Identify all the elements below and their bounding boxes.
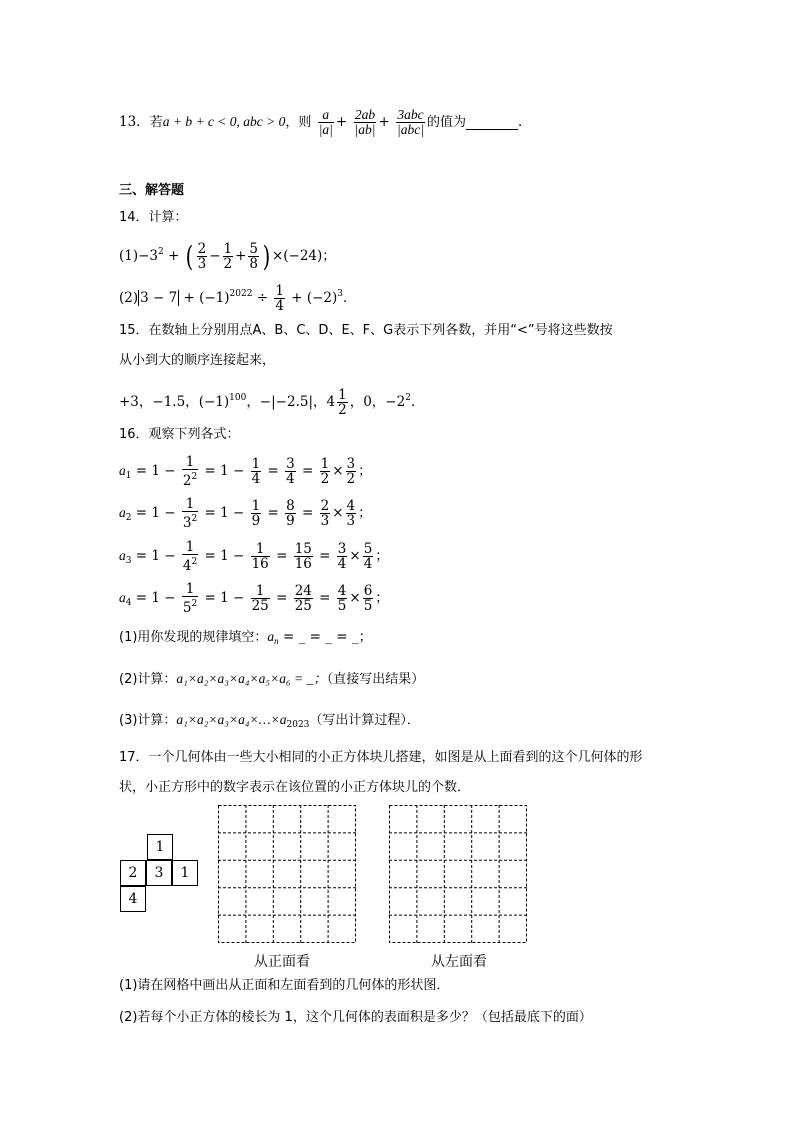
q15-line2: 从小到大的顺序连接起来， <box>119 353 276 368</box>
var-a: a <box>119 548 126 563</box>
caption-front-view: 从正面看 <box>254 954 310 970</box>
q16-p2-note: （直接写出结果） <box>326 672 425 687</box>
q13-condition: a + b + c < 0, abc > 0 <box>162 114 286 129</box>
subscript: 2 <box>125 513 132 523</box>
q16-formula-row: $a_4 = 1$ − $\frac{1}{5^2}$ = 1 − $\frac{1}{25}$ = $\frac{24}{25}$ = $\frac{4}{5}$ × $\frac{6}{5}$ ； <box>119 581 389 616</box>
q16-p2-expr: a₁×a₂×a₃×a₄×a₅×a₆ = _； <box>176 671 327 686</box>
q14-p1-tail: ×(−24)； <box>271 248 336 264</box>
minus-sign: − <box>209 248 221 264</box>
subscript: 1 <box>125 471 132 481</box>
fraction: $\frac{1}{5^2}$ <box>182 581 198 616</box>
q13-fraction-2: $\frac{2ab}{|ab|}$ <box>354 107 376 137</box>
fraction: $\frac{4}{3}$ <box>346 498 356 529</box>
exponent: 3 <box>337 289 344 299</box>
q13-number: 13． <box>119 114 150 130</box>
fraction: $\frac{1}{4^2}$ <box>182 539 198 574</box>
section-title: 三、解答题 <box>119 183 185 198</box>
q13-lead: 若 <box>149 115 163 130</box>
fraction: $\frac{1}{2}$ <box>223 241 233 272</box>
q16-p1-expr: a <box>267 629 275 644</box>
caption-left-view: 从左面看 <box>431 954 487 970</box>
q16-label: 16．观察下列各式： <box>119 427 240 442</box>
q13-line <box>119 108 531 137</box>
q16-part3 <box>119 710 420 735</box>
fraction: $\frac{1}{25}$ <box>251 583 269 614</box>
q15-n1: +3，−1.5， <box>119 394 199 410</box>
q13-then: ，则 <box>285 115 312 130</box>
q14-label: 14．计算： <box>119 210 188 225</box>
subscript: 4 <box>125 598 132 608</box>
top-view-cell: 2 <box>120 860 146 886</box>
top-view-cell: 3 <box>146 860 172 886</box>
q15-n3: ，−|−2.5|， <box>246 394 327 410</box>
var-a: a <box>119 505 126 520</box>
q16-part1 <box>119 627 372 651</box>
q16-p3-note: （写出计算过程）． <box>309 713 420 728</box>
answer-blank[interactable] <box>466 115 518 130</box>
var-a: a <box>119 463 126 478</box>
fraction: $\frac{1}{9}$ <box>251 498 261 529</box>
fraction: $\frac{5}{8}$ <box>249 241 259 272</box>
plus-sign: + <box>335 114 348 130</box>
q14-part1 <box>119 239 336 273</box>
fraction: $\frac{1}{3^2}$ <box>182 496 198 531</box>
mixed-number-whole: 4 <box>326 394 336 410</box>
subscript: 2023 <box>286 720 310 730</box>
q16-p1-tail: = _ = _ = _； <box>278 629 373 645</box>
q16-p3-text: (3)计算： <box>119 713 177 728</box>
subscript: 3 <box>125 556 132 566</box>
q13-tail: 的值为 <box>426 115 466 130</box>
q15-n2: (−1) <box>198 394 230 410</box>
exponent: 2 <box>405 393 411 403</box>
q16-formula-row: $a_3 = 1$ − $\frac{1}{4^2}$ = 1 − $\frac{1}{16}$ = $\frac{15}{16}$ = $\frac{3}{4}$ × $\frac{5}{4}$ ； <box>119 539 389 574</box>
left-view-grid[interactable] <box>389 805 527 943</box>
plus-sign: + <box>235 248 247 264</box>
plus-sign: + <box>378 114 390 130</box>
q13-fraction-1: $\frac{a}{|a|}$ <box>318 107 333 137</box>
fraction: $\frac{2}{3}$ <box>320 498 330 529</box>
fraction: $\frac{3}{2}$ <box>346 456 356 487</box>
q16-part2 <box>119 669 424 690</box>
q15-end: ． <box>410 394 425 410</box>
exponent: 2 <box>158 247 164 257</box>
right-paren: ) <box>262 239 271 273</box>
fraction: $\frac{3}{4}$ <box>337 541 347 572</box>
q17-line2: 状，小正方形中的数字表示在该位置的小正方体块儿的个数． <box>119 780 471 795</box>
fraction: $\frac{15}{16}$ <box>294 541 312 572</box>
top-view-cell: 1 <box>147 834 173 860</box>
front-view-grid[interactable] <box>218 805 356 943</box>
q16-formula-row: $a_2 = 1$ − $\frac{1}{3^2}$ = 1 − $\frac{1}{9}$ = $\frac{8}{9}$ = $\frac{2}{3}$ × $\frac{4}{3}$ ； <box>119 496 372 531</box>
absolute-value: 3 − 7 <box>140 290 178 306</box>
q15-line1: 15．在数轴上分别用点A、B、C、D、E、F、G表示下列各数，并用“<”号将这些数按 <box>119 323 613 338</box>
fraction: $\frac{2}{3}$ <box>197 241 207 272</box>
fraction: $\frac{1}{2}$ <box>320 456 330 487</box>
fraction: $\frac{1}{4}$ <box>251 456 261 487</box>
q16-p2-text: (2)计算： <box>119 672 177 687</box>
subscript: n <box>274 636 279 646</box>
q16-p3-expr: a₁×a₂×a₃×a₄×…×a <box>176 712 287 727</box>
q17-part2: (2)若每个小正方体的棱长为 1，这个几何体的表面积是多少？（包括最底下的面） <box>119 1010 592 1025</box>
fraction: $\frac{4}{5}$ <box>337 583 347 614</box>
fraction: $\frac{6}{5}$ <box>363 583 373 614</box>
q14-p2-mid: + (−1) <box>179 290 230 306</box>
fraction: $\frac{1}{2}$ <box>338 387 347 418</box>
fraction: $\frac{1}{4}$ <box>275 283 284 314</box>
q14-p2-pre: (2) <box>119 290 139 306</box>
exponent: 2022 <box>229 289 253 299</box>
q13-fraction-3: $\frac{\text{3abc}}{\text{|abc|}}$ <box>397 107 424 137</box>
q16-formula-row: $a_1 = 1$ − $\frac{1}{2^2}$ = 1 − $\frac{1}{4}$ = $\frac{3}{4}$ = $\frac{1}{2}$ × $\frac{3}{2}$ ； <box>119 454 372 489</box>
q14-p1-pre: (1)−3 <box>119 248 159 264</box>
var-a: a <box>119 590 126 605</box>
fraction: $\frac{5}{4}$ <box>363 541 373 572</box>
q14-p2-plus: + (−2) <box>286 290 338 306</box>
exponent: 100 <box>229 393 247 403</box>
top-view-cell: 4 <box>120 886 146 912</box>
q15-numbers <box>119 388 424 417</box>
fraction: $\frac{3}{4}$ <box>286 456 295 487</box>
q17-part1: (1)请在网格中画出从正面和左面看到的几何体的形状图． <box>119 978 450 993</box>
q14-part2 <box>119 284 357 313</box>
fraction: $\frac{24}{25}$ <box>294 583 312 614</box>
divide-sign: ÷ <box>252 290 273 306</box>
fraction: $\frac{1}{2^2}$ <box>182 454 198 489</box>
q14-p2-end: ． <box>343 290 357 306</box>
plus-sign: + <box>163 248 184 264</box>
fraction: $\frac{8}{9}$ <box>286 498 295 529</box>
top-view-cell: 1 <box>172 860 198 886</box>
q13-end: ． <box>517 114 532 130</box>
q17-line1: 17．一个几何体由一些大小相同的小正方体块儿搭建，如图是从上面看到的这个几何体的形 <box>119 750 643 765</box>
q16-p1-text: (1)用你发现的规律填空： <box>119 630 268 645</box>
left-paren: ( <box>185 239 193 273</box>
q15-n5: ，0，−2 <box>349 394 406 410</box>
fraction: $\frac{1}{16}$ <box>251 541 269 572</box>
